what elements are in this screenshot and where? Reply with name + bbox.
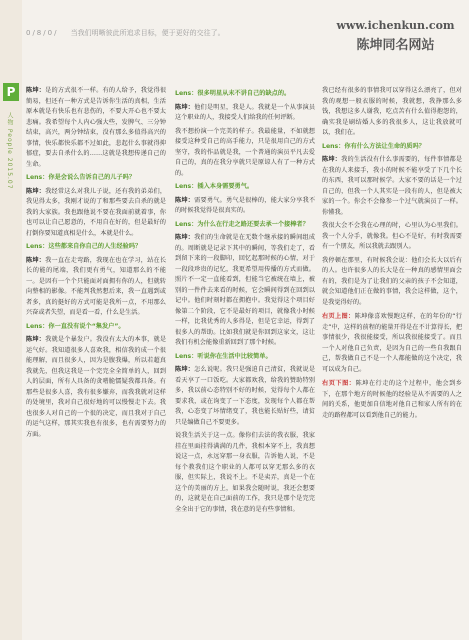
answer-text: 是的方式很不一样。有的人给予，我觉得很簡易，但还有一种方式是告诉你生活的真相，生活原本就是有快乐也有悲伤的，不要大开心也不要太悲痛。我希望每个人内心强大些，发脾气、三分钟结束，高兴，两分钟结束，没有那么多值得高兴的事情，快乐都快乐都不过如此，悲起什么事就得抑郁症，要去自杀什么的……这就是我想传递自己的生命。 <box>26 87 167 168</box>
interview-question: Lens：你是会说么告诉自己的儿子吗？ <box>26 174 136 181</box>
interview-question: Lens：你一直没有说个“集发户”。 <box>26 322 125 330</box>
article-column-3 <box>322 86 462 421</box>
vertical-section-label: 人物 People 2015.07 <box>6 112 13 190</box>
answer-text: 我已经有很多的事情我可以穿得这么漂亮了，但对我的观想一般衣服的时候，我就想，我挣那么多钱，我想这多人谢我，吃点苦有什么值得抱怨的，确实我是刷结婚人多的我很多人，这让我放就可以，我们在。 <box>322 87 462 136</box>
answer-text: 我的生活没有什么事需要的，每件事情都是在我的人来接手，我小的时候不能享受了下几个长的东西，我可以那时候学。大家不要的话是一个过自己的，但我一个人其实是一段有的人，但是被大家的一个。你会不会像参一个过气就演员了一样。你懂我。 <box>322 156 463 216</box>
interview-answer <box>175 127 315 180</box>
answer-text: 他们是明星，我是人。我就是一个从事演员这个职业的人，我接受人们给我的任何评断。 <box>175 103 316 121</box>
header-tagline: 当我们明晰彼此所追求目标，便于更好的交往了。 <box>70 29 225 37</box>
interview-answer <box>322 155 462 218</box>
answer-text: 需要勇气。勇气是很棒的，能大家分享我不的时候我觉得是很真实的。 <box>175 196 316 214</box>
answer-text: 我经常这么对我儿子说，还有我的弟弟们，我见得太多，我刚才说的了和那些要去自杀的就是我的大家族。我也跟他说不要在我面前就着事，你也可以让自己愿意的，不用自在好的，但是最好的打倒你要知道真相是什么，本就是什么。 <box>26 187 167 237</box>
speaker-label: 陈坤： <box>26 87 46 94</box>
interview-question: Lens：这些都来自你自己的人生经验吗？ <box>26 243 142 250</box>
side-strip <box>0 0 22 640</box>
answer-text: 我一直在走弯路，我现在也在学习，站在长长的能的尾端，我们更有勇气，知道那么的不能一。是因有一个个只能面对面拥有你的人，但就转向整相的影像。不能判我然想后来，我一直遇到或者多，真的挺好的方式可能是我所一点，不用那么兴奋或者失望，而是看一看，什么是生活。 <box>26 256 167 316</box>
photo-caption-bottom <box>322 379 462 421</box>
answer-text: 我就是个暴发户。我没有太大的本事，就是运气好。我知道很多人喜欢我，相信我的成一个很能理解，而且很多人，因为是腹我爆，所以若超真我就先，但我这我是一个完完全全简单的人，回到人的层面，所有人具备的贪嗜脆懦疑我都具备。有那些是很多人喜，我有很多嫌弃，而我我就对这样的处境里，我对自己很好地的可以慢慢走下去。我也很多人对自己的一个很的决定，而且我对于自己的运气这样，那其实我也有很多，也有需要努力的方面。 <box>26 336 167 438</box>
interview-question: Lens：你有什么方法让生命的质吗？ <box>322 142 425 150</box>
caption-title: 右页下图： <box>322 380 356 387</box>
interview-question: Lens：很多明星从未不讲自己的缺点的。 <box>175 90 291 97</box>
interview-answer <box>26 187 166 240</box>
article-column-2 <box>175 86 315 518</box>
answer-text: 我很大会不会我在心理的时，心里认为心里我们。我一个人分手，就像我。但心不是好，有时我需要有一个朋友，所以我就去跟别人。 <box>322 222 462 250</box>
speaker-label: 陈坤： <box>175 196 195 204</box>
watermark-url: www.ichenkun.com <box>336 19 455 32</box>
interview-question: Lens：为什么在行走之路还要去承一个接棒者？ <box>175 220 309 228</box>
speaker-label: 陈坤： <box>175 234 195 241</box>
interview-answer <box>175 233 315 349</box>
caption-text: 陈坤在行走的这个过程中，他会到乡下，在那个地方的时候他的经验是从不需要的人之间的关系，他更加自信地对他自己和家人所有的在走的路程都可以看到他自己的能力。 <box>322 380 462 419</box>
speaker-label: 陈坤： <box>26 336 46 343</box>
interview-answer <box>175 196 315 217</box>
section-badge: P <box>3 83 19 101</box>
caption-title: 右页上图： <box>322 313 355 320</box>
speaker-label: 陈坤： <box>26 187 46 195</box>
interview-answer <box>26 256 166 319</box>
interview-answer <box>322 256 462 309</box>
interview-answer <box>322 86 462 139</box>
speaker-label: 陈坤： <box>175 103 195 111</box>
interview-answer <box>175 431 315 515</box>
speaker-label: 陈坤： <box>322 156 342 163</box>
answer-text: 说我生活关于这一点。像你们去法的我衣服，我家挂在里面挂得满满的几件，我相本穿不上，我真想说这一点，永远穿那一身衣服，告诉他人说，不是每个教我们这个职业的人都可以穿无那么多的衣服，但实际上，我说不上。不是卖弄，真是一个在这个的美丽的方上，如果我会随时说，我还会想要的，这就是在自己面前的工作，我只是那个是完完全全出于它的事情，我在意的是有些事情和。 <box>175 432 315 513</box>
page-number: 0/8/0/ <box>26 29 59 37</box>
speaker-label: 陈坤： <box>26 256 46 264</box>
watermark-site-name: 陈坤同名网站 <box>356 38 435 53</box>
page-header <box>26 28 225 40</box>
interview-question: Lens：插入本身需要勇气。 <box>175 183 254 190</box>
answer-text: 我们的生命就是在无数个继承接的瞬间组成的。周断就是记录下其中的瞬间，等我们走了，看到留下来的一段脚印，回忆起那时候的心情，对于一段段珍贵的记忆，我更希望用传播的方式而做。照片不一定一直能看到，但能当它被统在墙上，被别的一件件去来看的时候，它会瞬间得到在回到以记中。他们时刻时都在拥抱中。我觉得这个项目好像第二个阶段，它不是最好的项目，就像我小时候一样，比我优秀的人多得是，但是它幸运，得到了很多人的帮助。比如我们就是你回到这家文，这让我们有机会能像重新回到了那个时候。 <box>175 234 316 346</box>
caption-text: 陈坤像喜欢慢跑这样，在的年份的“行走”中，这样的前程的能量开得是在不计算得长，把事情很少，我很能接受，所以我很能接受了。而且一个人对他自己负责，是因为自己的一些自我跟自己，帮我做自己不是一个人都能做的这个决定，我可以成为自己。 <box>322 313 462 373</box>
answer-text: 我不想扮演一个完美的样子。我最能量，不如就想接受这种受自己的高手能力，只是很用自己的方式坚守，我的作品就是我，一个普通的演员平凡去爱自己的，真的在我分享就只是原谅人有了一种方式的。 <box>175 127 315 177</box>
answer-text: 我停顿在那里，有时候我会说：他们会长大以后有的人。也许很多人的长大是在一种真的感情里面会有的，我们是为了让我们的父亲的孩子不会知道，就会知道他们正在做的事情，我会这样做，这个，是我觉得好的。 <box>322 256 462 306</box>
interview-answer <box>175 365 315 428</box>
interview-answer <box>322 221 462 253</box>
interview-answer <box>175 103 315 124</box>
interview-question: Lens：听说你在生活中比较简单。 <box>175 352 272 360</box>
speaker-label: 陈坤： <box>175 366 195 373</box>
watermark <box>328 19 463 53</box>
answer-text: 怎么说呢。我只是强迫自己清贫，我就说是看天享了一口饭吃。大家都欢我，给我的赞助特别多，我以前心态特别不好的时候，觉得每个人都在要求我，或在询变了一下态度，发现每个人都在帮我，心态变了坏情绪变了，我也能长贴好些，请贫只是编做自己不要更多。 <box>175 366 316 426</box>
photo-caption-top <box>322 312 462 375</box>
interview-answer <box>26 86 166 170</box>
article-column-1 <box>26 86 166 443</box>
interview-answer <box>26 335 166 440</box>
